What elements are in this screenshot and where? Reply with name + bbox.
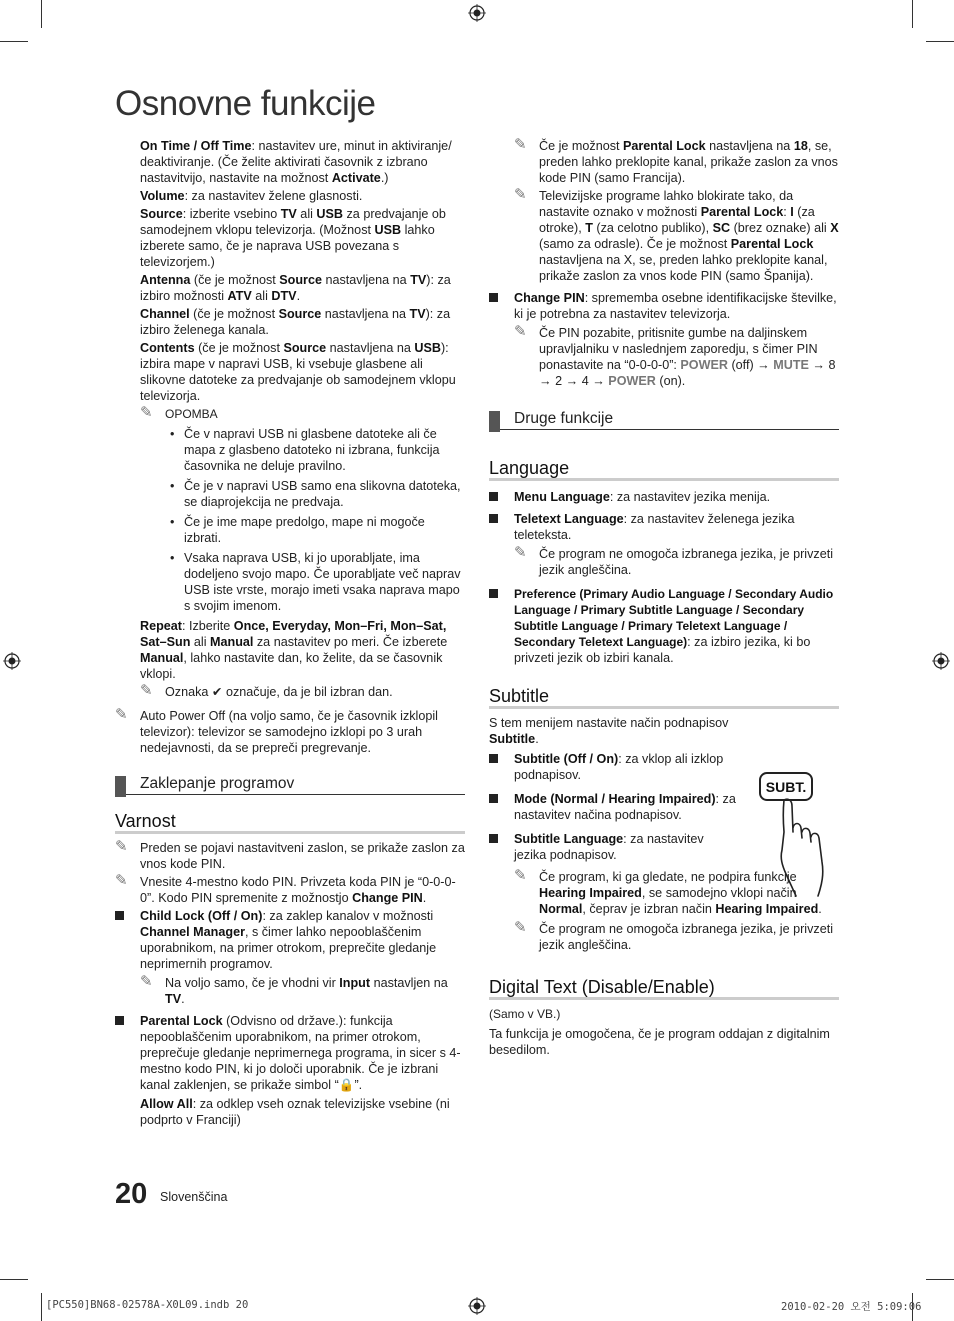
list-item: • Če v napravi USB ni glasbene datoteke ali če mapa z glasbeno datoteko ni izbrana, funkcija časovnika ne deluje pravilno.	[170, 426, 465, 474]
channel-paragraph: Channel (če je možnost Source nastavljena na TV): za izbiro želenega kanala.	[140, 307, 451, 337]
note-pencil-icon: ✎	[514, 919, 527, 936]
repeat-paragraph: Repeat: Izberite Once, Everyday, Mon–Fri, Mon–Sat, Sat–Sun ali Manual za nastavitev po meri. Če izberete Manual, lahko nastavite dan, ko želite, da se časovnik vklopi.	[140, 619, 448, 681]
note-pencil-icon: ✎	[140, 682, 153, 699]
contents-paragraph: Contents (če je možnost Source nastavljena na USB): izbira mape v napravi USB, ki vsebuje glasbene ali slikovne datoteke za predvajanje ob samodejnem vklopu televizorja.	[140, 341, 456, 403]
list-item: • Če je ime mape predolgo, mape ni mogoče izbrati.	[170, 514, 465, 546]
crop-mark	[912, 0, 913, 28]
subtitle-onoff-item: Subtitle (Off / On): za vklop ali izklop podnapisov.	[489, 751, 739, 783]
note-pencil-icon: ✎	[115, 838, 128, 855]
crop-mark	[41, 1293, 42, 1321]
bullet-square-icon	[489, 514, 498, 523]
change-pin-item: Change PIN: sprememba osebne identifikacijske številke, ki je potrebna za nastavitev televizorja.	[489, 290, 839, 322]
subtitle-heading: Subtitle	[489, 688, 839, 709]
digital-text-desc: Ta funkcija je omogočena, če je program oddajan z digitalnim besedilom.	[489, 1027, 830, 1057]
right-column	[489, 138, 839, 1060]
subtitle-language-note: ✎ Če program ne omogoča izbranega jezika, je privzeti jezik angleščina.	[514, 919, 834, 952]
bullet-square-icon	[115, 1016, 124, 1025]
crop-mark	[41, 0, 42, 28]
list-item: • Če je v napravi USB samo ena slikovna datoteka, se diaprojekcija ne predvaja.	[170, 478, 465, 510]
bullet-square-icon	[489, 589, 498, 598]
note-pencil-icon: ✎	[514, 544, 527, 561]
subtitle-language-item: Subtitle Language: za nastavitev jezika podnapisov.	[489, 831, 739, 863]
section-heading-druge: Druge funkcije	[489, 411, 839, 430]
section-heading-zaklepanje: Zaklepanje programov	[115, 776, 465, 795]
language-label: Slovenščina	[160, 1190, 228, 1204]
bullet-square-icon	[115, 911, 124, 920]
print-info-left: [PC550]BN68-02578A-X0L09.indb 20	[46, 1299, 249, 1311]
bullet-square-icon	[489, 293, 498, 302]
lock-icon: 🔒	[338, 1078, 355, 1092]
pin-reset-note: ✎ Če PIN pozabite, pritisnite gumbe na daljinskem upravljalniku v naslednjem zaporedju, s čimer PIN ponastavite na “0-0-0-0”: POWER (off) → MUTE → 8 → 2 → 4 → POWER (on).	[514, 323, 836, 388]
checkmark-icon: ✔	[211, 685, 223, 699]
crop-mark	[926, 1279, 954, 1280]
mode-item: Mode (Normal / Hearing Impaired): za nastavitev načina podnapisov.	[489, 791, 739, 823]
varnost-note-2: ✎ Vnesite 4-mestno kodo PIN. Privzeta koda PIN je “0-0-0-0”. Kodo PIN spremenite z možnostjo Change PIN.	[115, 872, 456, 905]
allow-all-paragraph: Allow All: za odklep vseh oznak televizijske vsebine (ni podprto v Franciji)	[140, 1097, 450, 1127]
teletext-language-item: Teletext Language: za nastavitev želenega jezika teleteksta.	[489, 511, 839, 543]
note-pencil-icon: ✎	[115, 706, 128, 723]
bullet-square-icon	[489, 754, 498, 763]
child-lock-item: Child Lock (Off / On): za zaklep kanalov v možnosti Channel Manager, s čimer lahko nepooblaščenim uporabnikom, na primer otrokom, preprečite gledanje neprimernih programov.	[115, 908, 465, 972]
subt-button-label: SUBT.	[765, 779, 807, 795]
page-number: 20	[115, 1178, 148, 1210]
child-lock-note: ✎ Na voljo samo, če je vhodni vir Input nastavljen na TV.	[140, 973, 448, 1006]
varnost-note-1: ✎ Preden se pojavi nastavitveni zaslon, se prikaže zaslon za vnos kode PIN.	[115, 838, 465, 871]
bullet-square-icon	[489, 834, 498, 843]
page-title: Osnovne funkcije	[115, 84, 376, 123]
bullet-square-icon	[489, 492, 498, 501]
oznaka-note: ✎ Oznaka ✔ označuje, da je bil izbran dan.	[140, 682, 393, 699]
note-pencil-icon: ✎	[140, 404, 153, 421]
source-paragraph: Source: izberite vsebino TV ali USB za predvajanje ob samodejnem vklopu televizorja. (Možnost USB lahko izberete samo, če je naprava USB povezana s televizorjem.)	[140, 207, 446, 269]
print-info-right: 2010-02-20 오전 5:09:06	[781, 1301, 922, 1313]
note-pencil-icon: ✎	[514, 867, 527, 884]
opomba-note: ✎ OPOMBA	[140, 404, 218, 421]
parental-18-note: ✎ Če je možnost Parental Lock nastavljena na 18, se, preden lahko preklopite kanal, prikaže zaslon za vnos kode PIN (samo Francija).	[514, 136, 838, 185]
parental-lock-item: Parental Lock (Odvisno od države.): funkcija nepooblaščenim uporabnikom, na primer otrokom, preprečuje gledanje neprimernega programa, in sicer s 4-mestno kodo PIN, ki jo določi uporabnik. Če je izbrani kanal zaklenjen, se prikaže simbol “🔒”.	[115, 1013, 465, 1093]
note-pencil-icon: ✎	[514, 323, 527, 340]
antenna-paragraph: Antenna (če je možnost Source nastavljena na TV): za izbiro možnosti ATV ali DTV.	[140, 273, 451, 303]
crop-mark	[0, 1279, 28, 1280]
teletext-note: ✎ Če program ne omogoča izbranega jezika, je privzeti jezik angleščina.	[514, 544, 834, 577]
preference-item: Preference (Primary Audio Language / Secondary Audio Language / Primary Subtitle Language / Secondary Subtitle Language / Primary Teletext Language / Secondary Teletext Language): za izbiro jezika, ki bo privzeti jezik ob izbiri kanala.	[489, 586, 839, 666]
crop-mark	[0, 41, 28, 42]
note-pencil-icon: ✎	[514, 136, 527, 153]
registration-mark-icon	[3, 652, 21, 670]
menu-language-item: Menu Language: za nastavitev jezika menija.	[489, 489, 839, 505]
language-heading: Language	[489, 460, 839, 481]
digital-text-heading: Digital Text (Disable/Enable)	[489, 979, 839, 1000]
varnost-heading: Varnost	[115, 813, 465, 834]
hearing-impaired-note: ✎ Če program, ki ga gledate, ne podpira funkcije Hearing Impaired, se samodejno vklopi način Normal, čeprav je izbran način Hearing Impaired.	[514, 867, 822, 916]
section-bar-icon	[115, 776, 126, 797]
on-time-paragraph: On Time / Off Time: nastavitev ure, minut in aktiviranje/ deaktiviranje. (Če želite aktivirati časovnik z izbrano nastavitvijo, nastavite na možnost Activate.)	[140, 139, 452, 185]
section-bar-icon	[489, 411, 500, 432]
bullet-square-icon	[489, 794, 498, 803]
volume-paragraph: Volume: za nastavitev želene glasnosti.	[140, 189, 363, 203]
note-pencil-icon: ✎	[514, 186, 527, 203]
note-pencil-icon: ✎	[115, 872, 128, 889]
subtitle-block	[489, 715, 739, 863]
tv-block-note: ✎ Televizijske programe lahko blokirate tako, da nastavite oznako v možnosti Parental Lock: I (za otroke), T (za celotno publiko), SC (brez oznake) ali X (samo za odrasle). Če je možnost Parental Lock nastavljena na X, se, preden lahko preklopite kanal, prikaže zaslon za vnos kode PIN (samo Španija).	[514, 186, 839, 283]
subtitle-intro: S tem menijem nastavite način podnapisov Subtitle.	[489, 716, 729, 746]
subt-button-hand-icon	[752, 770, 840, 900]
registration-mark-icon	[932, 652, 950, 670]
registration-mark-icon	[468, 1297, 486, 1315]
registration-mark-icon	[468, 4, 486, 22]
note-pencil-icon: ✎	[140, 973, 153, 990]
auto-power-off-note: ✎ Auto Power Off (na voljo samo, če je časovnik izklopil televizor): televizor se samodejno izklopi po 3 urah nedejavnosti, da se prepreči pregrevanje.	[115, 706, 438, 755]
digital-text-uk: (Samo v VB.)	[489, 1007, 561, 1021]
list-item: • Vsaka naprava USB, ki jo uporabljate, ima dodeljeno svojo mapo. Če uporabljate več naprav USB iste vrste, morajo imeti vsaka naprava mapo s svojim imenom.	[170, 550, 465, 614]
crop-mark	[926, 41, 954, 42]
left-column	[115, 138, 465, 1130]
opomba-list	[115, 426, 465, 614]
